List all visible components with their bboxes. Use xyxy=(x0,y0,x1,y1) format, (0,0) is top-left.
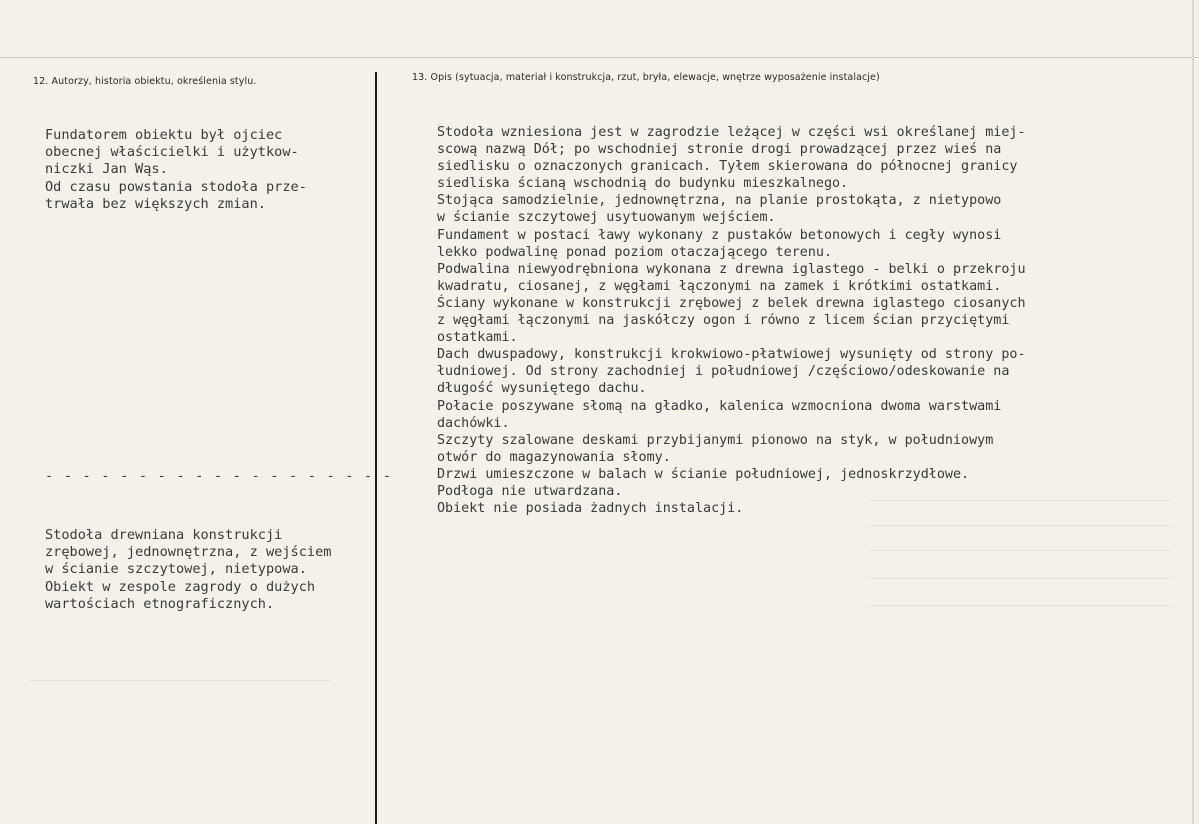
page-edge xyxy=(1192,0,1194,824)
history-text: Fundatorem obiektu był ojciec obecnej właścicielki i użytkow- niczki Jan Wąs. Od czasu powstania stodoła prze- trwała bez większych zmian. xyxy=(45,127,307,212)
section-12-header: 12. Autorzy, historia obiektu, określenia stylu. xyxy=(33,76,257,87)
object-description-text: Stodoła wzniesiona jest w zagrodzie leżącej w części wsi określanej miej- scową nazwą Dół; po wschodniej stronie drogi prowadzącej przez wieś na siedlisku o oznaczonych granicach. Tyłem skierowana do północnej granicy siedliska ścianą wschodnią do budynku mieszkalnego. Stojąca samodzielnie, jednownętrzna, na planie prostokąta, z nietypowo w ścianie szczytowej usytuowanym wejściem. Fundament w postaci ławy wykonany z pustaków betonowych i cegły wynosi lekko podwalinę ponad poziom otaczającego terenu. Podwalina niewyodrębniona wykonana z drewna iglastego - belki o przekroju kwadratu, ciosanej, z węgłami łączonymi na zamek i krótkimi ostatkami. Ściany wykonane w konstrukcji zrębowej z belek drewna iglastego ciosanych z węgłami łączonymi na jaskółczy ogon i równo z licem ścian przyciętymi ostatkami. Dach dwuspadowy, konstrukcji krokwiowo-płatwiowej wysunięty od strony po- łudniowej. Od strony zachodniej i południowej /częściowo/odeskowanie na długość wysuniętego dachu. Połacie poszywane słomą na gładko, kalenica wzmocniona dwoma warstwami dachówki. Szczyty szalowane deskami przybijanymi pionowo na styk, w południowym otwór do magazynowania słomy. Drzwi umieszczone w balach w ścianie południowej, jednoskrzydłowe. Podłoga nie utwardzana. Obiekt nie posiada żadnych instalacji. xyxy=(437,125,1026,517)
show-through-line xyxy=(870,578,1170,579)
show-through-line xyxy=(870,550,1170,551)
show-through-line xyxy=(30,680,330,681)
top-rule xyxy=(0,57,1199,58)
show-through-line xyxy=(870,525,1170,526)
show-through-line xyxy=(870,605,1170,606)
show-through-line xyxy=(870,500,1170,501)
section-separator: - - - - - - - - - - - - - - - - - - - xyxy=(45,468,393,484)
section-13-header: 13. Opis (sytuacja, materiał i konstrukcja, rzut, bryła, elewacje, wnętrze wyposażenie instalacje) xyxy=(412,72,880,83)
style-description-text: Stodoła drewniana konstrukcji zrębowej, jednownętrzna, z wejściem w ścianie szczytowej, nietypowa. Obiekt w zespole zagrody o dużych wartościach etnograficznych. xyxy=(45,527,332,612)
column-divider xyxy=(375,72,377,824)
